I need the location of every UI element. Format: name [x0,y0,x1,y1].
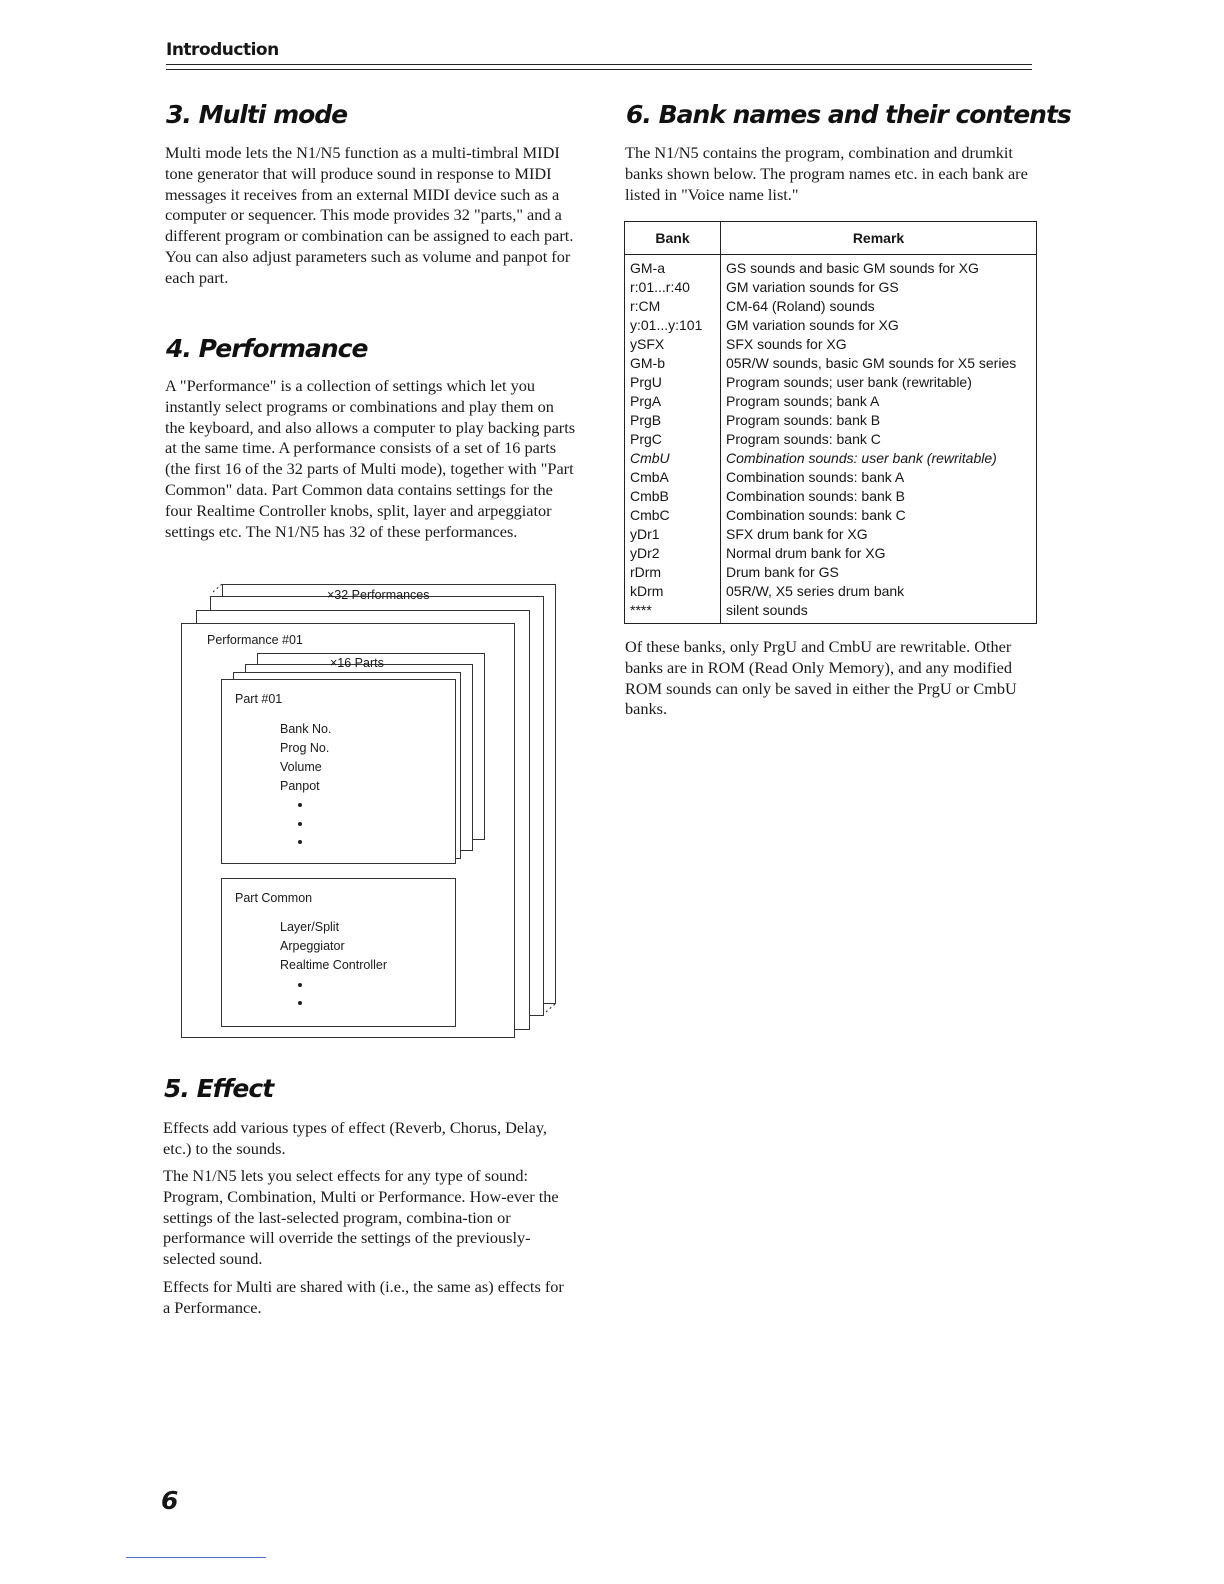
remark-cell: GM variation sounds for XG [726,317,899,333]
remark-cell: SFX sounds for XG [726,336,847,352]
effect-heading: 5. Effect [164,1074,274,1103]
effect-paragraph: Effects for Multi are shared with (i.e., the same as) effects for a Performance. [163,1277,564,1317]
table-row [625,411,1037,430]
part-param: Prog No. [280,741,330,755]
table-row [625,430,1037,449]
bank-cell: PrgC [625,430,721,449]
remark-cell: SFX drum bank for XG [726,526,868,542]
table-row [625,354,1037,373]
common-param: Realtime Controller [280,958,387,972]
remark-cell: 05R/W, X5 series drum bank [726,583,905,599]
remark-cell: Normal drum bank for XG [726,545,886,561]
table-row [625,278,1037,297]
remark-cell: Combination sounds: bank A [726,469,905,485]
remark-cell: Combination sounds: user bank (rewritable) [726,450,997,466]
table-row [625,392,1037,411]
bank-cell: CmbB [625,487,721,506]
multi-mode-heading: 3. Multi mode [166,100,348,129]
table-row [625,563,1037,582]
parts-count-label: ×16 Parts [330,656,384,670]
common-param: Layer/Split [280,920,340,934]
bank-cell: r:01...r:40 [625,278,721,297]
performance-title: Performance #01 [207,633,303,647]
table-row [625,468,1037,487]
ellipsis-dot [298,983,302,987]
part-box [221,679,456,864]
ellipsis-dot [298,1001,302,1005]
table-row [625,373,1037,392]
ellipsis-dot [298,822,302,826]
bank-cell: **** [625,601,721,624]
banks-heading: 6. Bank names and their contents [626,100,1071,129]
bank-cell: yDr1 [625,525,721,544]
remark-cell: Program sounds; user bank (rewritable) [726,374,972,390]
footer-rule [126,1557,266,1558]
table-row [625,544,1037,563]
remark-cell: silent sounds [726,602,808,618]
common-param: Arpeggiator [280,939,345,953]
bank-cell: CmbC [625,506,721,525]
remark-cell: Program sounds; bank A [726,393,880,409]
bank-cell: CmbU [625,449,721,468]
bank-cell: PrgB [625,411,721,430]
bank-cell: y:01...y:101 [625,316,721,335]
bank-cell: PrgU [625,373,721,392]
part-title: Part #01 [235,692,283,706]
bank-column-header: Bank [625,222,721,255]
part-param: Panpot [280,779,320,793]
part-common-title: Part Common [235,891,313,905]
table-row [625,487,1037,506]
remark-cell: GS sounds and basic GM sounds for XG [726,260,979,276]
remark-cell: CM-64 (Roland) sounds [726,298,875,314]
table-row [625,449,1037,468]
banks-intro: The N1/N5 contains the program, combination and drumkit banks shown below. The program names etc. in each bank are listed in "Voice name list." [625,143,1028,204]
remark-cell: GM variation sounds for GS [726,279,899,295]
bank-cell: GM-a [625,255,721,279]
table-row [625,297,1037,316]
performance-heading: 4. Performance [166,334,368,363]
performances-count-label: ×32 Performances [327,588,430,602]
table-row [625,335,1037,354]
part-param: Volume [280,760,322,774]
remark-cell: Program sounds: bank B [726,412,881,428]
running-header: Introduction [166,40,279,60]
remark-cell: Program sounds: bank C [726,431,881,447]
multi-mode-body: Multi mode lets the N1/N5 function as a multi-timbral MIDI tone generator that will produce sound in response to MIDI messages it receives from an external MIDI device such as a computer or sequencer. This mode provides 32 "parts," and a different program or combination can be assigned to each part. You can also adjust parameters such as volume and panpot for each part. [165,143,574,287]
bank-table [624,221,1037,624]
header-rule-top [166,64,1032,65]
bank-cell: rDrm [625,563,721,582]
header-rule-bottom [166,69,1032,70]
remark-cell: Combination sounds: bank B [726,488,905,504]
bank-cell: PrgA [625,392,721,411]
table-row [625,601,1037,624]
remark-cell: Combination sounds: bank C [726,507,906,523]
performance-body: A "Performance" is a collection of settings which let you instantly select programs or combinations and play them on the keyboard, and also allows a computer to play backing parts at the same time. A performance consists of a set of 16 parts (the first 16 of the 32 parts of Multi mode), together with "Part Common" data. Part Common data contains settings for the four Realtime Controller knobs, split, layer and arpeggiator settings etc. The N1/N5 has 32 of these performances. [165,376,576,541]
ellipsis-dot [298,803,302,807]
bank-cell: GM-b [625,354,721,373]
bank-cell: r:CM [625,297,721,316]
effect-paragraph: The N1/N5 lets you select effects for any type of sound: Program, Combination, Multi or Performance. How-ever the settings of the last-selected program, combina-tion or performance will override the settings of the previously-selected sound. [163,1166,559,1269]
page-number: 6 [161,1486,179,1515]
ellipsis-dot [298,840,302,844]
diagram-stack-lines [0,0,1,1]
table-row [625,582,1037,601]
table-row [625,255,1037,279]
table-row [625,506,1037,525]
banks-outro: Of these banks, only PrgU and CmbU are rewritable. Other banks are in ROM (Read Only Memory), and any modified ROM sounds can only be saved in either the PrgU or CmbU banks. [625,637,1017,719]
bank-cell: yDr2 [625,544,721,563]
remark-cell: Drum bank for GS [726,564,839,580]
effect-paragraph: Effects add various types of effect (Reverb, Chorus, Delay, etc.) to the sounds. [163,1118,547,1158]
table-row [625,316,1037,335]
bank-cell: CmbA [625,468,721,487]
remark-cell: 05R/W sounds, basic GM sounds for X5 series [726,355,1017,371]
remark-column-header: Remark [721,222,1037,255]
part-param: Bank No. [280,722,332,736]
bank-table-header-row [625,222,1037,255]
bank-cell: ySFX [625,335,721,354]
bank-cell: kDrm [625,582,721,601]
table-row [625,525,1037,544]
